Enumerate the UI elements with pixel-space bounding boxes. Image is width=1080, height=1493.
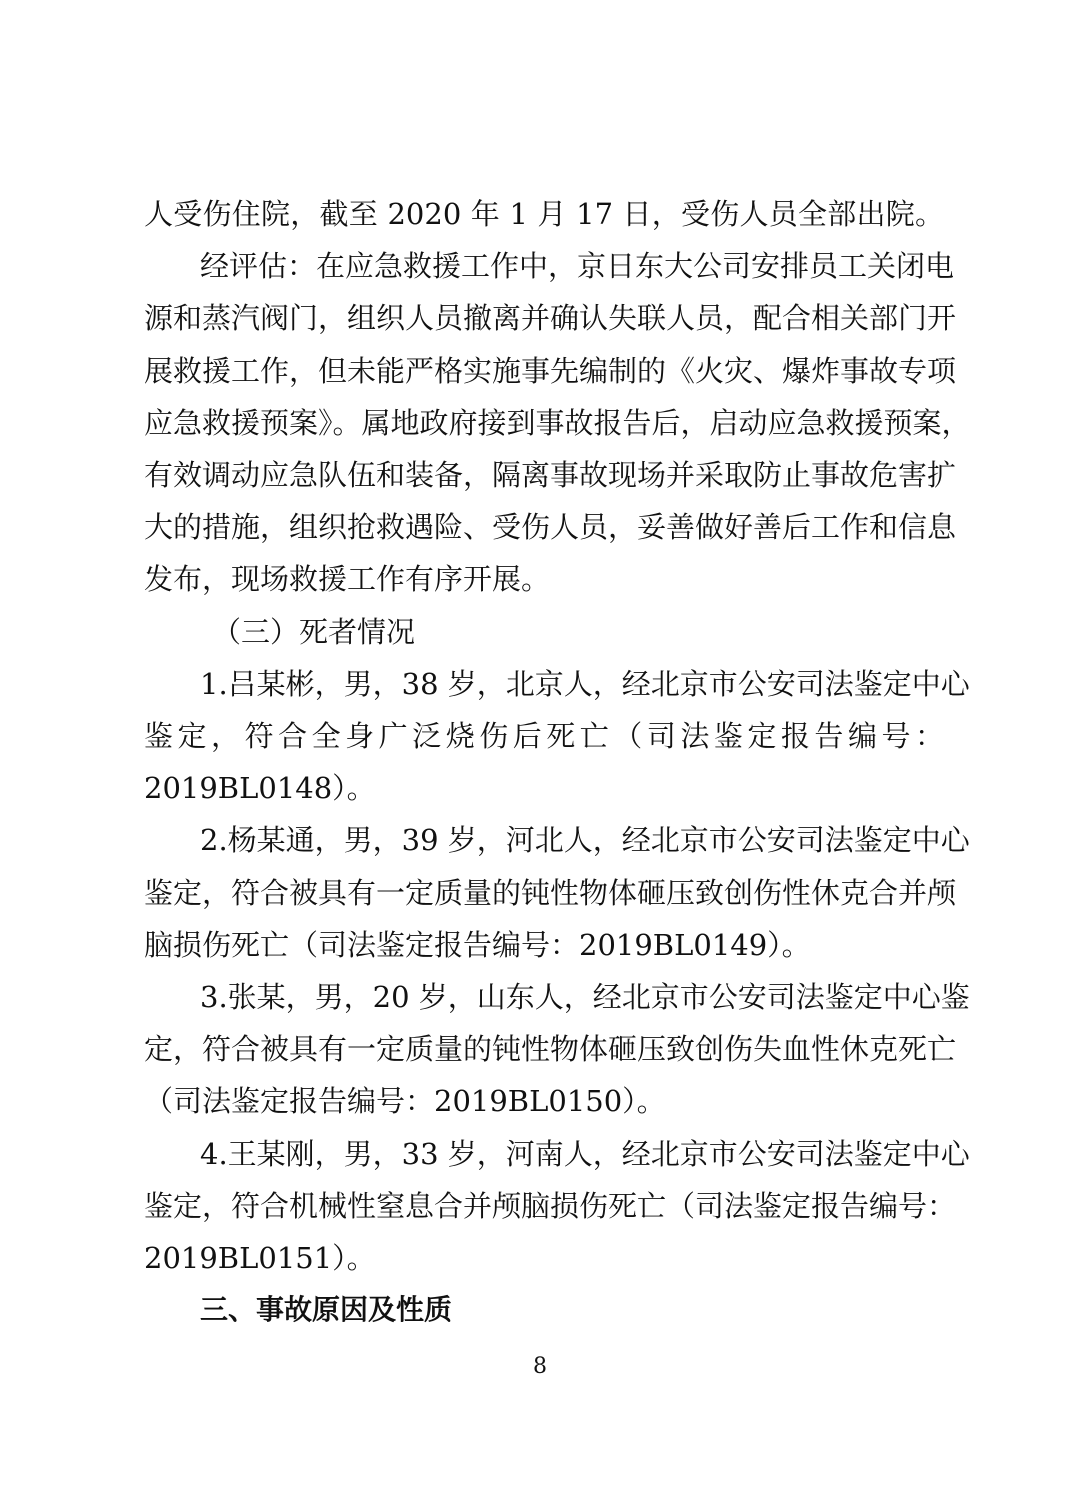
page-number: 8 (533, 1354, 547, 1379)
text-line: 脑损伤死亡（司法鉴定报告编号：2019BL0149）。 (144, 928, 811, 962)
text-line: 定，符合被具有一定质量的钝性物体砸压致创伤失血性休克死亡 (144, 1032, 957, 1066)
text-line: 经评估：在应急救援工作中，京日东大公司安排员工关闭电 (200, 249, 955, 283)
section-subheading: （三）死者情况 (212, 615, 416, 649)
text-line: 发布，现场救援工作有序开展。 (144, 562, 551, 596)
text-line: 大的措施，组织抢救遇险、受伤人员，妥善做好善后工作和信息 (144, 510, 957, 544)
text-line: 源和蒸汽阀门，组织人员撤离并确认失联人员，配合相关部门开 (144, 301, 957, 335)
text-line: 2019BL0148）。 (144, 771, 376, 805)
text-line: 鉴定，符合机械性窒息合并颅脑损伤死亡（司法鉴定报告编号： (144, 1189, 957, 1223)
text-line: 3.张某，男，20 岁，山东人，经北京市公安司法鉴定中心鉴 (200, 980, 970, 1014)
text-line: 鉴定，符合被具有一定质量的钝性物体砸压致创伤性休克合并颅 (144, 876, 957, 910)
text-line: 有效调动应急队伍和装备，隔离事故现场并采取防止事故危害扩 (144, 458, 957, 492)
text-line: 展救援工作，但未能严格实施事先编制的《火灾、爆炸事故专项 (144, 354, 957, 388)
text-line: 应急救援预案》。属地政府接到事故报告后，启动应急救援预案， (144, 406, 971, 440)
text-line: 4.王某刚，男，33 岁，河南人，经北京市公安司法鉴定中心 (200, 1137, 970, 1171)
text-line: 2019BL0151）。 (144, 1241, 376, 1275)
text-line: （司法鉴定报告编号：2019BL0150）。 (144, 1084, 666, 1118)
text-line: 2.杨某通，男，39 岁，河北人，经北京市公安司法鉴定中心 (200, 823, 970, 857)
text-line: 鉴定，符合全身广泛烧伤后死亡（司法鉴定报告编号： (144, 719, 944, 753)
section-heading: 三、事故原因及性质 (200, 1293, 453, 1326)
text-line: 人受伤住院，截至 2020 年 1 月 17 日，受伤人员全部出院。 (144, 197, 944, 231)
text-line: 1.吕某彬，男，38 岁，北京人，经北京市公安司法鉴定中心 (200, 667, 970, 701)
